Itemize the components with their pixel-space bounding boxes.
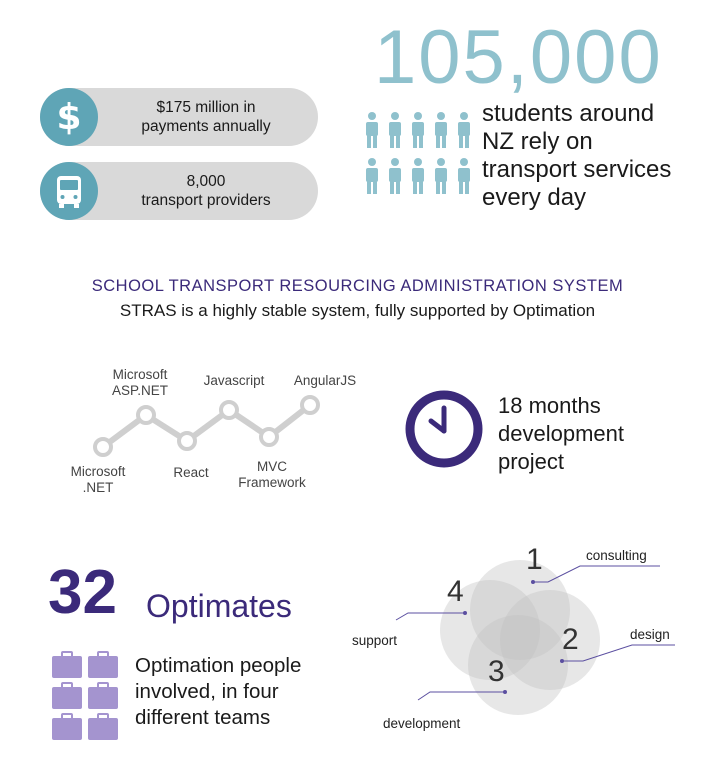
system-title: SCHOOL TRANSPORT RESOURCING ADMINISTRATION SYSTEM [91,277,624,295]
tech-label-line: ASP.NET [111,383,169,398]
students-line: every day [482,184,587,211]
optimates-line: involved, in four [135,680,279,703]
providers-line2: transport providers [141,192,271,209]
team-label-consulting: consulting [586,548,647,563]
tech-label-line: .NET [82,480,114,495]
leader-dot [531,580,535,584]
optimates-line: different teams [135,706,271,729]
payments-line2: payments annually [141,118,271,135]
team-label-design: design [630,627,670,642]
students-line: students around [482,100,655,127]
team-number-4: 4 [447,575,464,608]
project-line: development [498,421,624,446]
optimates-word: Optimates [146,588,292,624]
tech-label-line: Microsoft [112,367,168,382]
team-number-2: 2 [562,623,579,656]
optimates-count: 32 [48,558,117,627]
tech-label-line: Framework [238,475,306,490]
team-label-development: development [383,716,461,731]
leader-dot [503,690,507,694]
tech-label-line: React [173,465,209,480]
students-line: NZ rely on [482,128,593,155]
providers-line1: 8,000 [186,173,226,190]
leader-dot [560,659,564,663]
svg-text:$: $ [56,97,82,138]
payments-line1: $175 million in [156,99,256,116]
optimates-line: Optimation people [135,654,302,677]
students-line: transport services [482,156,672,183]
system-subtitle: STRAS is a highly stable system, fully supported by Optimation [119,301,596,320]
team-number-1: 1 [526,543,543,576]
project-line: 18 months [498,393,601,418]
students-number: 105,000 [374,15,663,100]
tech-label-line: Javascript [203,373,265,388]
project-line: project [498,449,565,474]
tech-label-line: MVC [257,459,287,474]
tech-label-line: Microsoft [70,464,126,479]
leader-dot [463,611,467,615]
team-number-3: 3 [488,655,505,688]
team-label-support: support [352,633,398,648]
tech-label-line: AngularJS [293,373,357,388]
